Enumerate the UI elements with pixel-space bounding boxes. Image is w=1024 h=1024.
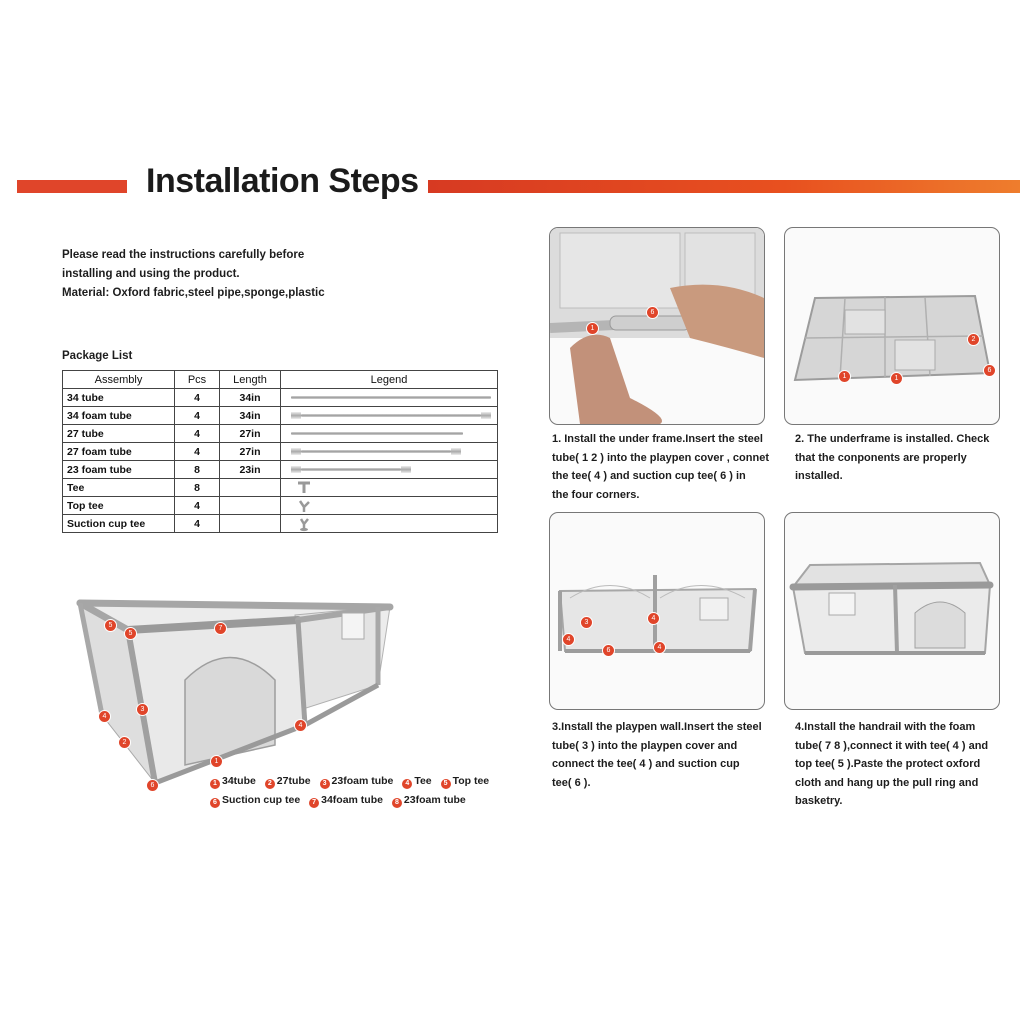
photo-marker: 3 (580, 616, 593, 629)
col-header-pcs: Pcs (175, 371, 220, 389)
col-header-assembly: Assembly (63, 371, 175, 389)
step-line: tee( 6 ). (552, 776, 591, 789)
cell-length (220, 479, 281, 497)
step-1-instructions (552, 430, 769, 504)
cell-length: 23in (220, 461, 281, 479)
number-badge: 1 (210, 779, 220, 789)
col-header-legend: Legend (281, 371, 498, 389)
cell-assembly: Top tee (63, 497, 175, 515)
step-line: top tee( 5 ).Paste the protect oxford (795, 758, 981, 770)
intro-line: installing and using the product. (62, 268, 240, 280)
diagram-marker: 6 (146, 779, 159, 792)
number-badge: 5 (441, 779, 451, 789)
number-badge: 3 (320, 779, 330, 789)
diagram-marker: 5 (124, 627, 137, 640)
parts-legend-line-2 (210, 794, 472, 808)
step-line: basketry. (795, 795, 843, 807)
legend-label: 34tube (222, 775, 256, 787)
package-list-title: Package List (62, 350, 133, 362)
header-accent-bar-left (17, 180, 127, 193)
cell-assembly: 23 foam tube (63, 461, 175, 479)
number-badge: 8 (392, 798, 402, 808)
legend-item (210, 794, 300, 806)
cell-assembly: Suction cup tee (63, 515, 175, 533)
step-2-instructions (795, 430, 989, 486)
legend-item (265, 775, 311, 787)
number-badge: 6 (210, 798, 220, 808)
cell-length (220, 515, 281, 533)
page-title: Installation Steps (146, 162, 419, 200)
step-line: tube( 7 8 ),connect it with tee( 4 ) and (795, 739, 989, 752)
diagram-marker: 3 (136, 703, 149, 716)
playpen-diagram (60, 585, 400, 795)
number-badge: 4 (402, 779, 412, 789)
photo-marker: 6 (646, 306, 659, 319)
step-line: that the conponents are properly (795, 451, 967, 464)
legend-label: Top tee (452, 775, 490, 787)
step-line: the tee( 4 ) and suction cup tee( 6 ) in (552, 470, 746, 482)
table-row (63, 497, 498, 515)
long-tube-icon (281, 389, 498, 407)
cell-assembly: 27 tube (63, 425, 175, 443)
cell-length: 27in (220, 425, 281, 443)
step-3-instructions (552, 718, 762, 792)
foam-tube-icon (281, 443, 498, 461)
step-line: 1. Install the under frame.Insert the steel (552, 433, 763, 445)
photo-marker: 2 (967, 333, 980, 346)
step-line: tube( 3 ) into the playpen cover and (552, 739, 738, 752)
step-1-photo (549, 227, 765, 425)
col-header-length: Length (220, 371, 281, 389)
legend-label: 27tube (276, 775, 311, 787)
cell-pcs: 4 (175, 389, 220, 407)
cell-length: 34in (220, 389, 281, 407)
legend-item (392, 794, 466, 806)
diagram-marker: 4 (98, 710, 111, 723)
photo-marker: 6 (602, 644, 615, 657)
legend-item (210, 775, 256, 787)
legend-item (309, 794, 383, 806)
table-header-row (63, 371, 498, 389)
legend-label: 34foam tube (321, 794, 383, 806)
legend-label: Suction cup tee (222, 794, 301, 806)
step-3-photo (549, 512, 765, 710)
foam-tube-icon (281, 407, 498, 425)
diagram-marker: 1 (210, 755, 223, 768)
step-line: cloth and hang up the pull ring and (795, 776, 979, 789)
legend-label: Tee (414, 775, 432, 787)
intro-line: Material: Oxford fabric,steel pipe,sponge,plastic (62, 287, 325, 299)
table-row (63, 461, 498, 479)
cell-pcs: 8 (175, 461, 220, 479)
cell-pcs: 4 (175, 443, 220, 461)
legend-item (441, 775, 490, 787)
legend-item (320, 775, 394, 787)
legend-item (402, 775, 431, 787)
photo-marker: 1 (586, 322, 599, 335)
intro-line: Please read the instructions carefully before (62, 249, 305, 261)
cell-pcs: 8 (175, 479, 220, 497)
step-line: the four corners. (552, 488, 640, 501)
table-row (63, 407, 498, 425)
photo-marker: 4 (562, 633, 575, 646)
header-accent-bar-right (428, 180, 1020, 193)
step-line: 3.Install the playpen wall.Insert the steel (552, 721, 762, 733)
cell-length: 27in (220, 443, 281, 461)
legend-label: 23foam tube (403, 794, 466, 806)
number-badge: 2 (265, 779, 275, 789)
photo-marker: 1 (890, 372, 903, 385)
step-2-photo (784, 227, 1000, 425)
table-row (63, 389, 498, 407)
parts-legend-line-1 (210, 775, 495, 789)
step-line: tube( 1 2 ) into the playpen cover , connet (552, 451, 769, 464)
cell-pcs: 4 (175, 497, 220, 515)
photo-marker: 6 (983, 364, 996, 377)
cell-pcs: 4 (175, 425, 220, 443)
cell-pcs: 4 (175, 515, 220, 533)
diagram-marker: 7 (214, 622, 227, 635)
cell-pcs: 4 (175, 407, 220, 425)
suction-cup-tee-icon (281, 515, 498, 533)
cell-assembly: 34 foam tube (63, 407, 175, 425)
photo-marker: 1 (838, 370, 851, 383)
legend-label: 23foam tube (331, 775, 394, 787)
step-line: 4.Install the handrail with the foam (795, 721, 976, 733)
diagram-marker: 2 (118, 736, 131, 749)
top-tee-icon (281, 497, 498, 515)
cell-assembly: Tee (63, 479, 175, 497)
table-row (63, 425, 498, 443)
step-4-photo (784, 512, 1000, 710)
package-list-table (62, 370, 498, 533)
number-badge: 7 (309, 798, 319, 808)
short-foam-tube-icon (281, 461, 498, 479)
cell-length: 34in (220, 407, 281, 425)
cell-assembly: 27 foam tube (63, 443, 175, 461)
intro-text (62, 246, 325, 303)
step-4-instructions (795, 718, 988, 811)
tee-icon (281, 479, 498, 497)
diagram-marker: 5 (104, 619, 117, 632)
cell-assembly: 34 tube (63, 389, 175, 407)
table-row (63, 515, 498, 533)
photo-marker: 4 (653, 641, 666, 654)
table-row (63, 479, 498, 497)
step-line: 2. The underframe is installed. Check (795, 433, 990, 445)
table-row (63, 443, 498, 461)
step-line: connect the tee( 4 ) and suction cup (552, 758, 740, 770)
tube-icon (281, 425, 498, 443)
cell-length (220, 497, 281, 515)
photo-marker: 4 (647, 612, 660, 625)
step-line: installed. (795, 470, 843, 482)
diagram-marker: 4 (294, 719, 307, 732)
